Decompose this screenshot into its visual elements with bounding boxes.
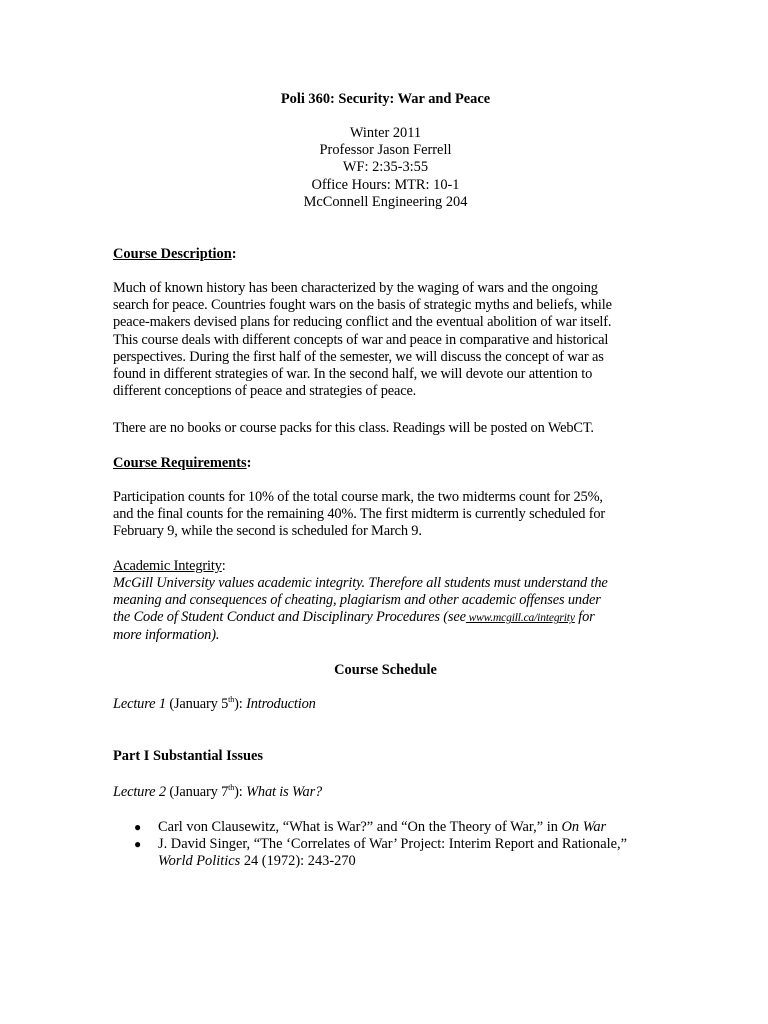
integrity-link[interactable]: www.mcgill.ca/integrity — [465, 612, 575, 625]
description-line: perspectives. During the first half of the semester, we will discuss the concept of war as — [113, 348, 604, 365]
lecture-label: Lecture 2 — [113, 784, 166, 800]
term: Winter 2011 — [349, 125, 422, 141]
course-title: Poli 360: Security: War and Peace — [280, 91, 491, 107]
class-location: McConnell Engineering 204 — [303, 193, 468, 210]
description-line: found in different strategies of war. In the second half, we will devote our attention to — [113, 365, 593, 382]
lecture-1: Lecture 1 (January 5th): Introduction — [113, 695, 316, 712]
course-requirements-text — [113, 489, 658, 541]
course-requirements-heading: Course Requirements: — [113, 455, 252, 471]
course-header-info — [113, 125, 658, 211]
part-1-heading: Part I Substantial Issues — [113, 748, 263, 764]
bullet-icon: ● — [134, 820, 142, 834]
course-description-heading: Course Description: — [113, 246, 237, 262]
bullet-icon: ● — [134, 837, 142, 852]
academic-integrity-text: McGill University values academic integrity. Therefore all students must understand the meaning and consequences of cheating, plagiarism and other academic offenses under the Code of Student Conduct and Disciplinary Procedures (see www.mcgill.ca/integrity for more information). — [113, 575, 608, 643]
lecture-topic: Introduction — [246, 696, 316, 712]
description-line: peace-makers devised plans for reducing conflict and the eventual abolition of war itself. — [113, 314, 612, 331]
description-line: Much of known history has been characterized by the waging of wars and the ongoing — [113, 280, 598, 296]
description-line: This course deals with different concepts of war and peace in comparative and historical — [113, 331, 609, 348]
office-hours: Office Hours: MTR: 10-1 — [311, 176, 460, 193]
course-description-text — [113, 280, 658, 400]
professor: Professor Jason Ferrell — [319, 142, 452, 159]
requirements-line: February 9, while the second is scheduled for March 9. — [113, 523, 422, 540]
requirements-line: and the final counts for the remaining 40%. The first midterm is currently scheduled for — [113, 506, 606, 523]
academic-integrity-heading: Academic Integrity: — [113, 558, 226, 574]
requirements-line: Participation counts for 10% of the total course mark, the two midterms count for 25%, — [113, 489, 603, 505]
class-schedule: WF: 2:35-3:55 — [342, 159, 429, 176]
lecture-label: Lecture 1 — [113, 696, 166, 712]
list-item: ● Carl von Clausewitz, “What is War?” and “On the Theory of War,” in On War — [134, 819, 607, 835]
description-line: different conceptions of peace and strategies of peace. — [113, 383, 417, 400]
readings-note: There are no books or course packs for this class. Readings will be posted on WebCT. — [113, 420, 594, 436]
readings-list — [113, 819, 673, 871]
course-schedule-heading: Course Schedule — [334, 662, 437, 678]
list-item: ● J. David Singer, “The ‘Correlates of War’ Project: Interim Report and Rationale,” World Politics 24 (1972): 243-270 — [134, 836, 628, 870]
lecture-topic: What is War? — [246, 784, 323, 800]
lecture-2: Lecture 2 (January 7th): What is War? — [113, 783, 323, 800]
description-line: search for peace. Countries fought wars on the basis of strategic myths and beliefs, while — [113, 297, 612, 314]
